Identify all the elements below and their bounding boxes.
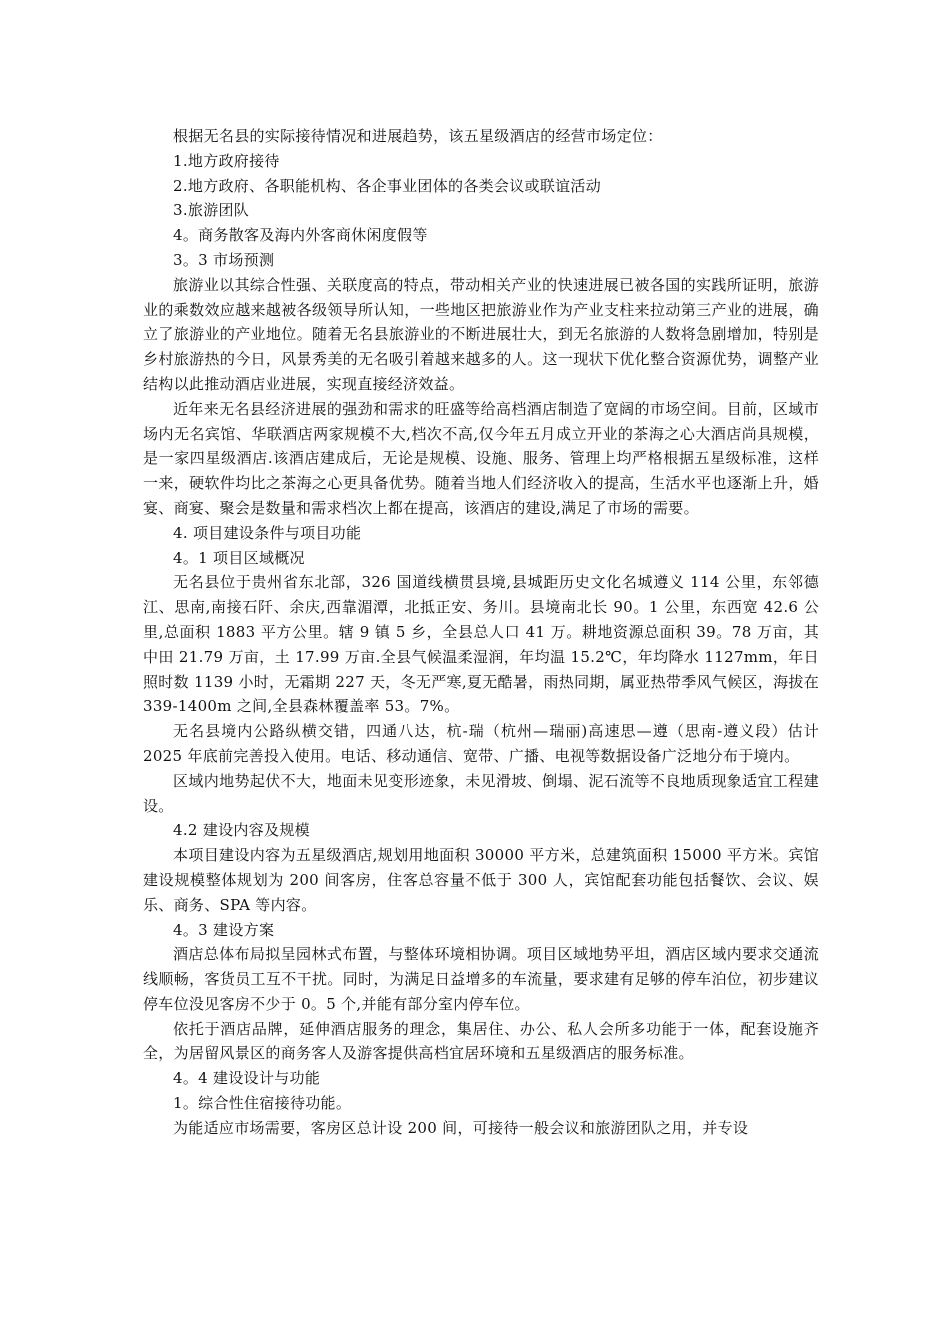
paragraph-brand-service: 依托于酒店品牌，延伸酒店服务的理念，集居住、办公、私人会所多功能于一体，配套设施齐全，为居留风景区的商务客人及游客提供高档宜居环境和五星级酒店的服务标准。	[143, 1019, 819, 1063]
section-heading-project-conditions: 4. 项目建设条件与项目功能	[173, 523, 362, 542]
paragraph-market-positioning: 根据无名县的实际接待情况和进展趋势，该五星级酒店的经营市场定位：	[173, 127, 663, 145]
section-heading-region-overview: 4。1 项目区域概况	[173, 548, 305, 567]
paragraph-county-location: 无名县位于贵州省东北部，326 国道线横贯县境,县城距历史文化名城遵义 114 公里，东邻德江、思南,南接石阡、余庆,西靠湄潭，北抵正安、务川。县境南北长 90。1 公里，东西宽 42.6 公里,总面积 1883 平方公里。辖 9 镇 5 乡，全县总人口 41 万。耕地资源总面积 39。78 万亩，其中田 21.79 万亩，土 17.99 万亩.全县气候温柔湿润，年均温 15.2℃，年均降水 1127mm，年日照时数 1139 小时，无霜期 227 天，冬无严寒,夏无酷暑，雨热同期，属亚热带季风气候区，海拔在 339-1400m 之间,全县森林覆盖率 53。7%。	[143, 573, 819, 716]
list-item-government-reception: 1.地方政府接待	[173, 151, 280, 170]
paragraph-terrain: 区域内地势起伏不大，地面未见变形迹象，未见滑坡、倒塌、泥石流等不良地质现象适宜工程建设。	[143, 771, 819, 815]
paragraph-transport: 无名县境内公路纵横交错，四通八达，杭-瑞（杭州—瑞丽)高速思—遵（思南-遵义段）估计 2025 年底前完善投入使用。电话、移动通信、宽带、广播、电视等数据设备广泛地分布于境内。	[143, 722, 819, 765]
paragraph-guest-rooms: 为能适应市场需要，客房区总计设 200 间，可接待一般会议和旅游团队之用，并专设	[173, 1118, 749, 1137]
section-heading-design-functions: 4。4 建设设计与功能	[173, 1069, 321, 1088]
list-item-business-guests: 4。商务散客及海内外客商休闲度假等	[173, 226, 428, 245]
document-page	[143, 124, 819, 1141]
section-heading-construction-scale: 4.2 建设内容及规模	[173, 821, 310, 840]
paragraph-market-space: 近年来无名县经济进展的强劲和需求的旺盛等给高档酒店制造了宽阔的市场空间。目前，区域市场内无名宾馆、华联酒店两家规模不大,档次不高,仅今年五月成立开业的茶海之心大酒店尚具规模，是一家四星级酒店.该酒店建成后，无论是规模、设施、服务、管理上均严格根据五星级标准，这样一来，硬软件均比之茶海之心更具备优势。随着当地人们经济收入的提高，生活水平也逐渐上升，婚宴、商宴、聚会是数量和需求档次上都在提高，该酒店的建设,满足了市场的需要。	[143, 399, 819, 517]
section-heading-market-forecast: 3。3 市场预测	[173, 250, 275, 269]
list-item-meetings: 2.地方政府、各职能机构、各企事业团体的各类会议或联谊活动	[173, 176, 602, 195]
paragraph-tourism-industry: 旅游业以其综合性强、关联度高的特点，带动相关产业的快速进展已被各国的实践所证明，旅游业的乘数效应越来越被各级领导所认知，一些地区把旅游业作为产业支柱来拉动第三产业的进展，确立了旅游业的产业地位。随着无名县旅游业的不断进展壮大，到无名旅游的人数将急剧增加，特别是乡村旅游热的今日，风景秀美的无名吸引着越来越多的人。这一现状下优化整合资源优势，调整产业结构以此推动酒店业进展，实现直接经济效益。	[143, 275, 819, 393]
section-heading-construction-plan: 4。3 建设方案	[173, 920, 275, 939]
paragraph-layout-plan: 酒店总体布局拟呈园林式布置，与整体环境相协调。项目区域地势平坦，酒店区域内要求交通流线顺畅，客货员工互不干扰。同时，为满足日益增多的车流量，要求建有足够的停车泊位，初步建议停车位没见客房不少于 0。5 个,并能有部分室内停车位。	[143, 945, 819, 1013]
paragraph-construction-content: 本项目建设内容为五星级酒店,规划用地面积 30000 平方米，总建筑面积 15000 平方米。宾馆建设规模整体规划为 200 间客房，住客总容量不低于 300 人，宾馆配套功能包括餐饮、会议、娱乐、商务、SPA 等内容。	[143, 846, 819, 914]
list-item-tour-groups: 3.旅游团队	[173, 201, 250, 220]
list-item-accommodation-function: 1。综合性住宿接待功能。	[173, 1094, 352, 1113]
